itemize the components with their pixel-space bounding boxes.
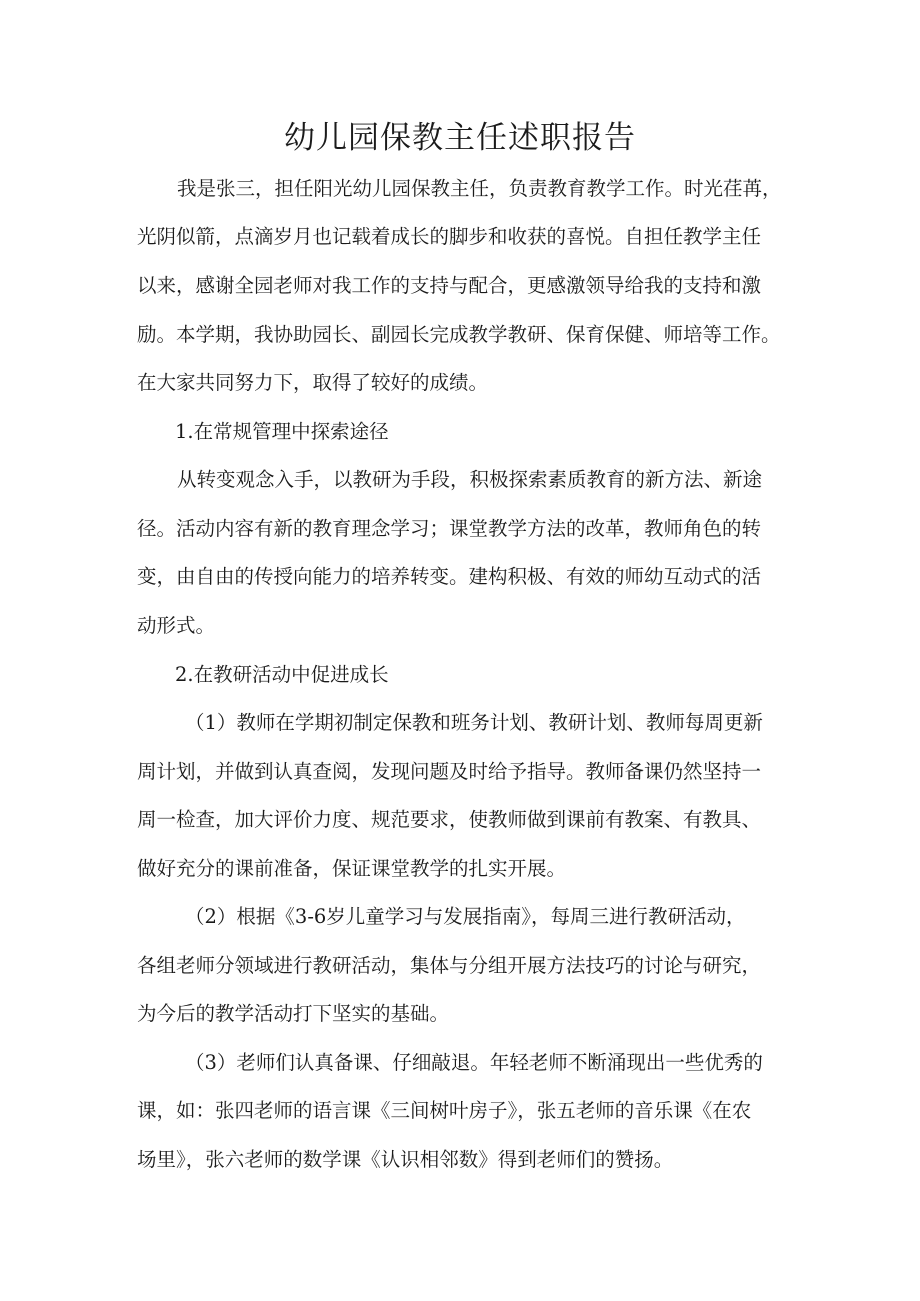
paragraph-line: 做好充分的课前准备，保证课堂教学的扎实开展。: [137, 857, 567, 880]
paragraph-line: 在大家共同努力下，取得了较好的成绩。: [137, 371, 489, 394]
section-heading: 1.在常规管理中探索途径: [175, 420, 389, 443]
section-heading: 2.在教研活动中促进成长: [175, 663, 389, 686]
paragraph-line: 从转变观念入手，以教研为手段，积极探索素质教育的新方法、新途: [177, 468, 763, 491]
paragraph-line: 为今后的教学活动打下坚实的基础。: [137, 1002, 450, 1025]
paragraph-line: 变，由自由的传授向能力的培养转变。建构积极、有效的师幼互动式的活: [137, 565, 762, 588]
paragraph-line: （3）老师们认真备课、仔细敲退。年轻老师不断涌现出一些优秀的: [185, 1051, 763, 1074]
paragraph-line: 场里》，张六老师的数学课《认识相邻数》得到老师们的赞扬。: [137, 1148, 674, 1171]
paragraph-line: 径。活动内容有新的教育理念学习；课堂教学方法的改革，教师角色的转: [137, 517, 762, 540]
paragraph-line: 各组老师分领域进行教研活动，集体与分组开展方法技巧的讨论与研究，: [137, 954, 762, 977]
paragraph-line: 课，如：张四老师的语言课《三间树叶房子》，张五老师的音乐课《在农: [137, 1099, 752, 1122]
paragraph-line: 动形式。: [137, 614, 216, 637]
document-title: 幼儿园保教主任述职报告: [284, 120, 636, 156]
paragraph-line: 周一检查，加大评价力度、规范要求，使教师做到课前有教案、有教具、: [137, 808, 762, 831]
paragraph-line: 我是张三，担任阳光幼儿园保教主任，负责教育教学工作。时光荏苒，: [177, 177, 782, 200]
paragraph-line: 周计划，并做到认真查阅，发现问题及时给予指导。教师备课仍然坚持一: [137, 760, 762, 783]
paragraph-line: 励。本学期，我协助园长、副园长完成教学教研、保育保健、师培等工作。: [137, 323, 781, 346]
paragraph-line: （1）教师在学期初制定保教和班务计划、教研计划、教师每周更新: [185, 711, 763, 734]
paragraph-line: 以来，感谢全园老师对我工作的支持与配合，更感激领导给我的支持和激: [137, 274, 762, 297]
paragraph-line: 光阴似箭，点滴岁月也记载着成长的脚步和收获的喜悦。自担任教学主任: [137, 225, 762, 248]
paragraph-line: （2）根据《3-6岁儿童学习与发展指南》，每周三进行教研活动，: [185, 905, 746, 928]
